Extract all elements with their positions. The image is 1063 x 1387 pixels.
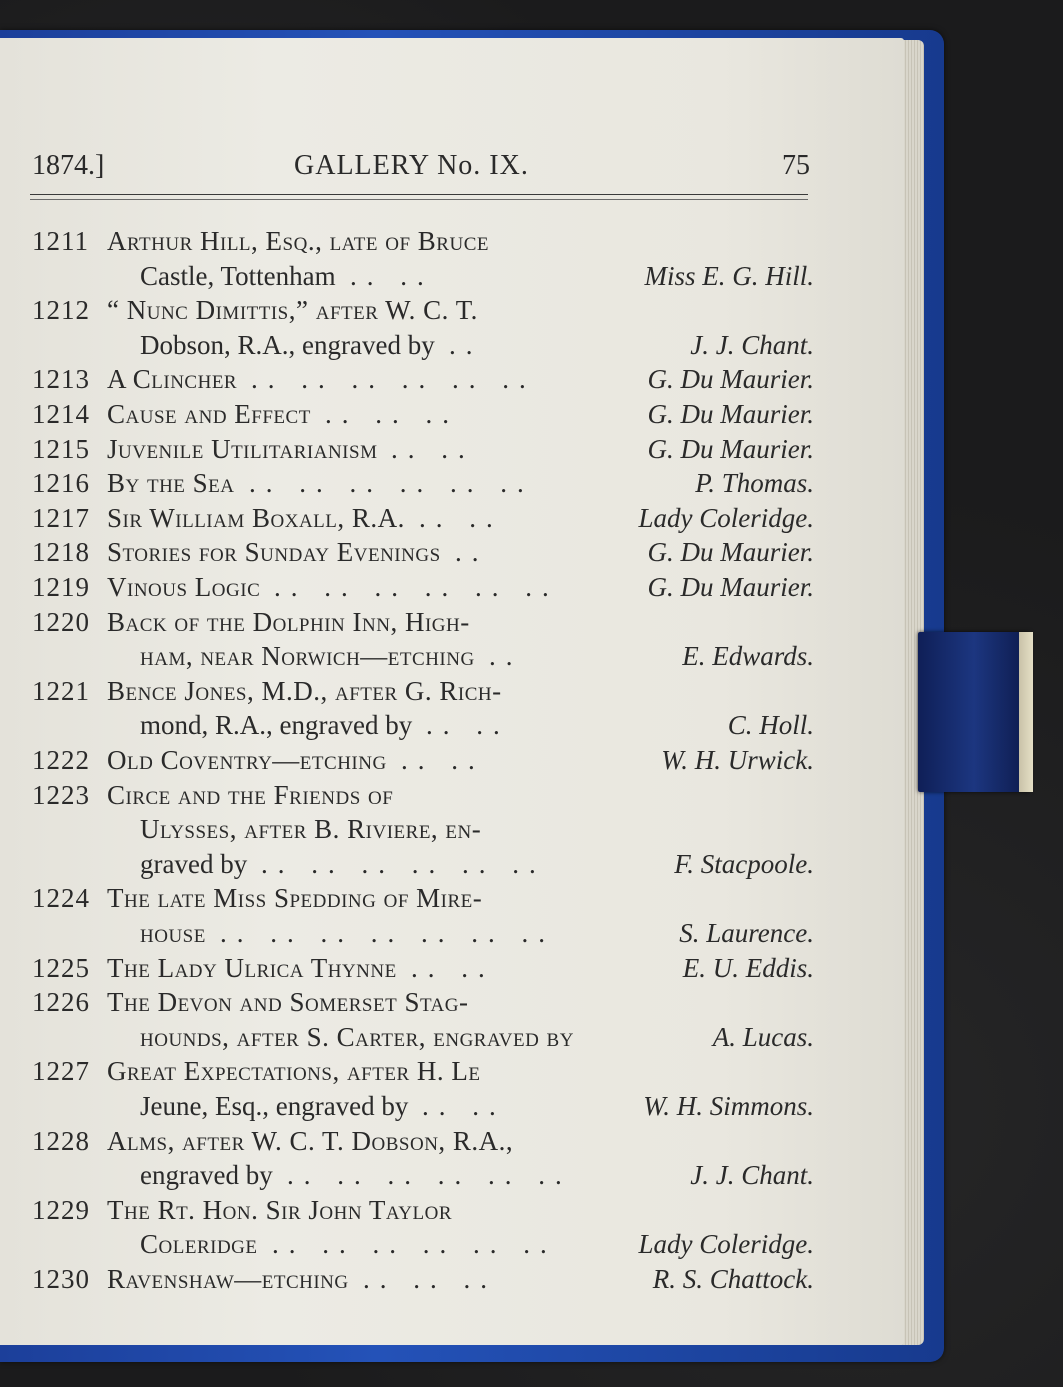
entry-title: Alms, after W. C. T. Dobson, R.A., (107, 1125, 514, 1156)
entry-number: 1225 (32, 952, 90, 983)
entry-number: 1216 (32, 468, 90, 499)
entry-title: The Rt. Hon. Sir John Taylor (107, 1194, 453, 1225)
entry-title: Circe and the Friends of (107, 779, 394, 810)
entry-number: 1224 (32, 883, 90, 914)
entry-artist: J. J. Chant. (690, 329, 814, 360)
catalogue-entry-continuation (0, 1089, 904, 1123)
leader-dots: .. .. .. .. .. .. (251, 364, 536, 395)
leader-dots: .. .. (422, 1091, 506, 1121)
entry-number: 1219 (32, 572, 90, 602)
entry-artist: G. Du Maurier. (647, 399, 814, 429)
entry-artist: C. Holl. (727, 710, 814, 741)
entry-title: A Clincher (107, 364, 238, 395)
header-rule-thin (30, 199, 808, 200)
catalogue-entry (0, 535, 904, 569)
entry-number: 1217 (32, 502, 90, 533)
entry-number: 1215 (32, 433, 90, 464)
book-clasp (918, 632, 1030, 792)
catalogue-entry (0, 570, 904, 604)
catalogue-entry-continuation (0, 1020, 904, 1054)
catalogue-entry-continuation (0, 1227, 904, 1261)
leader-dots: .. .. (411, 952, 495, 983)
entry-artist: E. U. Eddis. (682, 952, 814, 983)
entry-title: house (140, 918, 206, 948)
entry-title: ham, near Norwich—etching (140, 641, 475, 672)
leader-dots: .. .. (426, 710, 510, 741)
catalogue-entry-continuation (0, 708, 904, 742)
entry-title: Sir William Boxall, R.A. (107, 502, 405, 533)
catalogue-entry-continuation (0, 328, 904, 362)
header-year: 1874.] (32, 150, 105, 181)
entry-number: 1213 (32, 364, 90, 395)
entry-number: 1212 (32, 295, 90, 326)
leader-dots: .. .. .. .. .. .. (274, 572, 559, 602)
entry-title: Jeune, Esq., engraved by (140, 1091, 409, 1121)
catalogue-entry (0, 743, 904, 777)
entry-number: 1222 (32, 745, 90, 775)
leader-dots: .. .. .. .. .. .. (249, 468, 534, 499)
entry-title: graved by (140, 848, 248, 879)
catalogue-entry (0, 605, 904, 639)
running-head (0, 150, 904, 190)
entry-title: engraved by (140, 1160, 273, 1191)
entry-title: Vinous Logic (107, 572, 261, 602)
catalogue-entry (0, 881, 904, 915)
entry-artist: R. S. Chattock. (652, 1264, 814, 1294)
catalogue-entry (0, 432, 904, 466)
entry-artist: G. Du Maurier. (647, 537, 814, 568)
entry-title: The late Miss Spedding of Mire- (107, 883, 483, 914)
entry-title: hounds, after S. Carter, engraved by (140, 1021, 574, 1052)
leader-dots: .. .. (391, 433, 475, 464)
entry-number: 1221 (32, 675, 90, 706)
entry-number: 1229 (32, 1194, 90, 1225)
entry-title: The Lady Ulrica Thynne (107, 952, 397, 983)
catalogue-entry-continuation (0, 639, 904, 673)
leader-dots: .. (489, 641, 523, 672)
entry-artist: W. H. Simmons. (643, 1091, 814, 1121)
header-page-number: 75 (782, 150, 810, 181)
entry-number: 1211 (32, 226, 89, 256)
entry-artist: Lady Coleridge. (638, 502, 814, 533)
leader-dots: .. .. .. .. .. .. (287, 1160, 572, 1191)
leader-dots: .. .. .. (363, 1264, 497, 1294)
entry-number: 1223 (32, 779, 90, 810)
header-gallery-title: GALLERY No. IX. (294, 150, 529, 181)
entry-artist: F. Stacpoole. (674, 848, 814, 879)
leader-dots: .. .. (350, 260, 434, 291)
leader-dots: .. .. .. .. .. .. (261, 848, 546, 879)
entry-artist: J. J. Chant. (690, 1160, 814, 1191)
entry-title: By the Sea (107, 468, 235, 499)
leader-dots: .. .. .. .. .. .. .. (220, 918, 555, 948)
entry-title: Cause and Effect (107, 399, 311, 429)
entry-title: Arthur Hill, Esq., late of Bruce (107, 226, 489, 256)
catalogue-entry-continuation (0, 259, 904, 293)
leader-dots: .. .. (401, 745, 485, 775)
entry-number: 1230 (32, 1264, 90, 1294)
entry-artist: Lady Coleridge. (638, 1229, 814, 1260)
entry-artist: S. Laurence. (679, 918, 814, 948)
catalogue-entry (0, 1124, 904, 1158)
entry-title: Juvenile Utilitarianism (107, 433, 378, 464)
entry-title: “ Nunc Dimittis,” after W. C. T. (107, 295, 478, 326)
catalogue-entry (0, 466, 904, 500)
entry-number: 1220 (32, 606, 90, 637)
catalogue-entry (0, 293, 904, 327)
entry-title: Great Expectations, after H. Le (107, 1056, 481, 1087)
entry-title: Old Coventry—etching (107, 745, 387, 775)
entry-title: The Devon and Somerset Stag- (107, 987, 469, 1018)
entry-title: Ravenshaw—etching (107, 1264, 349, 1294)
entry-title: Bence Jones, M.D., after G. Rich- (107, 675, 502, 706)
catalogue-entry (0, 224, 904, 258)
leader-dots: .. .. .. .. .. .. (272, 1229, 557, 1260)
book-clasp-edge (1019, 632, 1033, 792)
catalogue-entry-continuation (0, 812, 904, 846)
catalogue-entry (0, 985, 904, 1019)
entry-title: Back of the Dolphin Inn, High- (107, 606, 470, 637)
catalogue-entry (0, 362, 904, 396)
entry-number: 1227 (32, 1056, 90, 1087)
catalogue-entry-continuation (0, 1158, 904, 1192)
entry-title: Castle, Tottenham (140, 260, 336, 291)
entry-artist: E. Edwards. (682, 641, 814, 672)
catalogue-entry (0, 1193, 904, 1227)
catalogue-entry (0, 674, 904, 708)
header-rule (30, 194, 808, 195)
catalogue-entry (0, 951, 904, 985)
catalogue-entry (0, 1262, 904, 1296)
entry-title: Coleridge (140, 1229, 258, 1260)
entry-number: 1214 (32, 399, 90, 429)
entry-title: Dobson, R.A., engraved by (140, 329, 435, 360)
catalogue-entry (0, 397, 904, 431)
entry-artist: G. Du Maurier. (647, 433, 814, 464)
entry-artist: W. H. Urwick. (661, 745, 814, 775)
entry-artist: G. Du Maurier. (647, 364, 814, 395)
leader-dots: .. (449, 329, 483, 360)
leader-dots: .. .. .. (325, 399, 459, 429)
entry-title: mond, R.A., engraved by (140, 710, 413, 741)
entry-artist: P. Thomas. (695, 468, 814, 499)
entry-title: Ulysses, after B. Riviere, en- (140, 814, 482, 845)
entry-artist: Miss E. G. Hill. (644, 260, 814, 291)
catalogue-entry-continuation (0, 916, 904, 950)
entry-artist: A. Lucas. (712, 1021, 814, 1052)
entry-number: 1226 (32, 987, 90, 1018)
catalogue-entry (0, 501, 904, 535)
leader-dots: .. .. (419, 502, 503, 533)
entry-number: 1228 (32, 1125, 90, 1156)
entry-artist: G. Du Maurier. (647, 572, 814, 602)
leader-dots: .. (455, 537, 489, 568)
catalogue-entry (0, 1054, 904, 1088)
catalogue-entry-continuation (0, 847, 904, 881)
entry-number: 1218 (32, 537, 90, 568)
entry-title: Stories for Sunday Evenings (107, 537, 441, 568)
catalogue-page (0, 38, 904, 1345)
catalogue-entry (0, 778, 904, 812)
